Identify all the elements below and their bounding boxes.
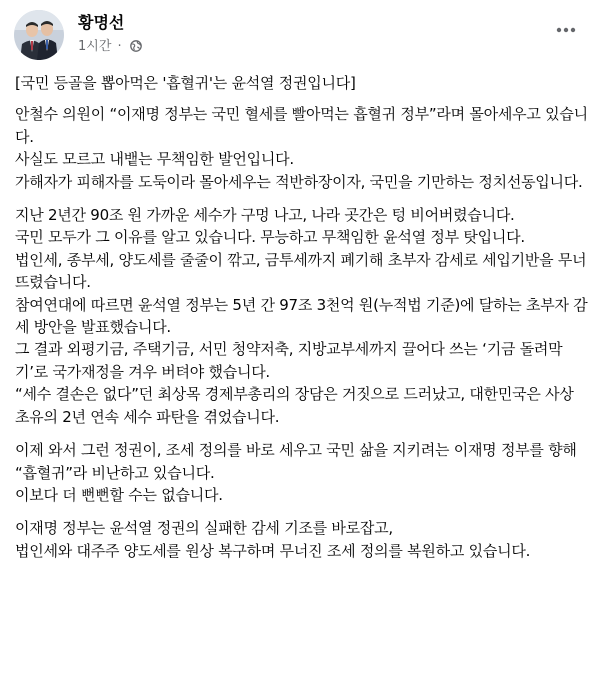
post-paragraph: 이보다 더 뻔뻔할 수는 없습니다.: [15, 485, 223, 504]
globe-icon[interactable]: [130, 40, 142, 58]
post-paragraph: 사실도 모르고 내뱉는 무책임한 발언입니다.: [15, 150, 294, 169]
post-paragraph: 지난 2년간 90조 원 가까운 세수가 구멍 나고, 나라 곳간은 텅 비어버렸습니다.: [15, 206, 515, 225]
post-header: [14, 10, 586, 64]
post-paragraph: 그 결과 외평기금, 주택기금, 서민 청약저축, 지방교부세까지 끌어다 쓰는 ‘기금 돌려막기’로 국가재정을 겨우 버텨야 했습니다.: [15, 340, 563, 381]
post-paragraph: 안철수 의원이 “이재명 정부는 국민 혈세를 빨아먹는 흡혈귀 정부”라며 몰아세우고 있습니다.: [15, 105, 588, 146]
avatar-photo: [14, 10, 64, 60]
post-paragraph: 법인세와 대주주 양도세를 원상 복구하며 무너진 조세 정의를 복원하고 있습니다.: [15, 541, 531, 560]
post-body: [15, 72, 590, 562]
more-horizontal-icon[interactable]: [550, 18, 582, 42]
post-paragraph: 참여연대에 따르면 윤석열 정부는 5년 간 97조 3천억 원(누적법 기준)에 달하는 초부자 감세 방안을 발표했습니다.: [15, 295, 588, 337]
meta-separator: ·: [117, 39, 122, 54]
post-paragraph: 법인세, 종부세, 양도세를 줄줄이 깎고, 금투세까지 폐기해 초부자 감세로 세입기반을 무너뜨렸습니다.: [15, 250, 587, 292]
post-time[interactable]: 1시간: [78, 39, 112, 54]
post-paragraph: “세수 결손은 없다”던 최상목 경제부총리의 장담은 거짓으로 드러났고, 대한민국은 사상 초유의 2년 연속 세수 파탄을 겪었습니다.: [15, 385, 574, 426]
post-paragraph: 이제 와서 그런 정권이, 조세 정의를 바로 세우고 국민 삶을 지키려는 이재명 정부를 향해 “흡혈귀”라 비난하고 있습니다.: [15, 441, 577, 482]
post-meta: [78, 38, 142, 58]
author-name[interactable]: 황명선: [78, 13, 125, 32]
post-paragraph: 국민 모두가 그 이유를 알고 있습니다. 무능하고 무책임한 윤석열 정부 탓입니다.: [15, 228, 525, 247]
post-paragraph: 가해자가 피해자를 도둑이라 몰아세우는 적반하장이자, 국민을 기만하는 정치선동입니다.: [15, 172, 583, 191]
post-headline: [국민 등골을 뽑아먹은 '흡혈귀'는 윤석열 정권입니다]: [15, 74, 356, 92]
post-paragraph: 이재명 정부는 윤석열 정권의 실패한 감세 기조를 바로잡고,: [15, 519, 393, 538]
avatar[interactable]: [14, 10, 64, 60]
